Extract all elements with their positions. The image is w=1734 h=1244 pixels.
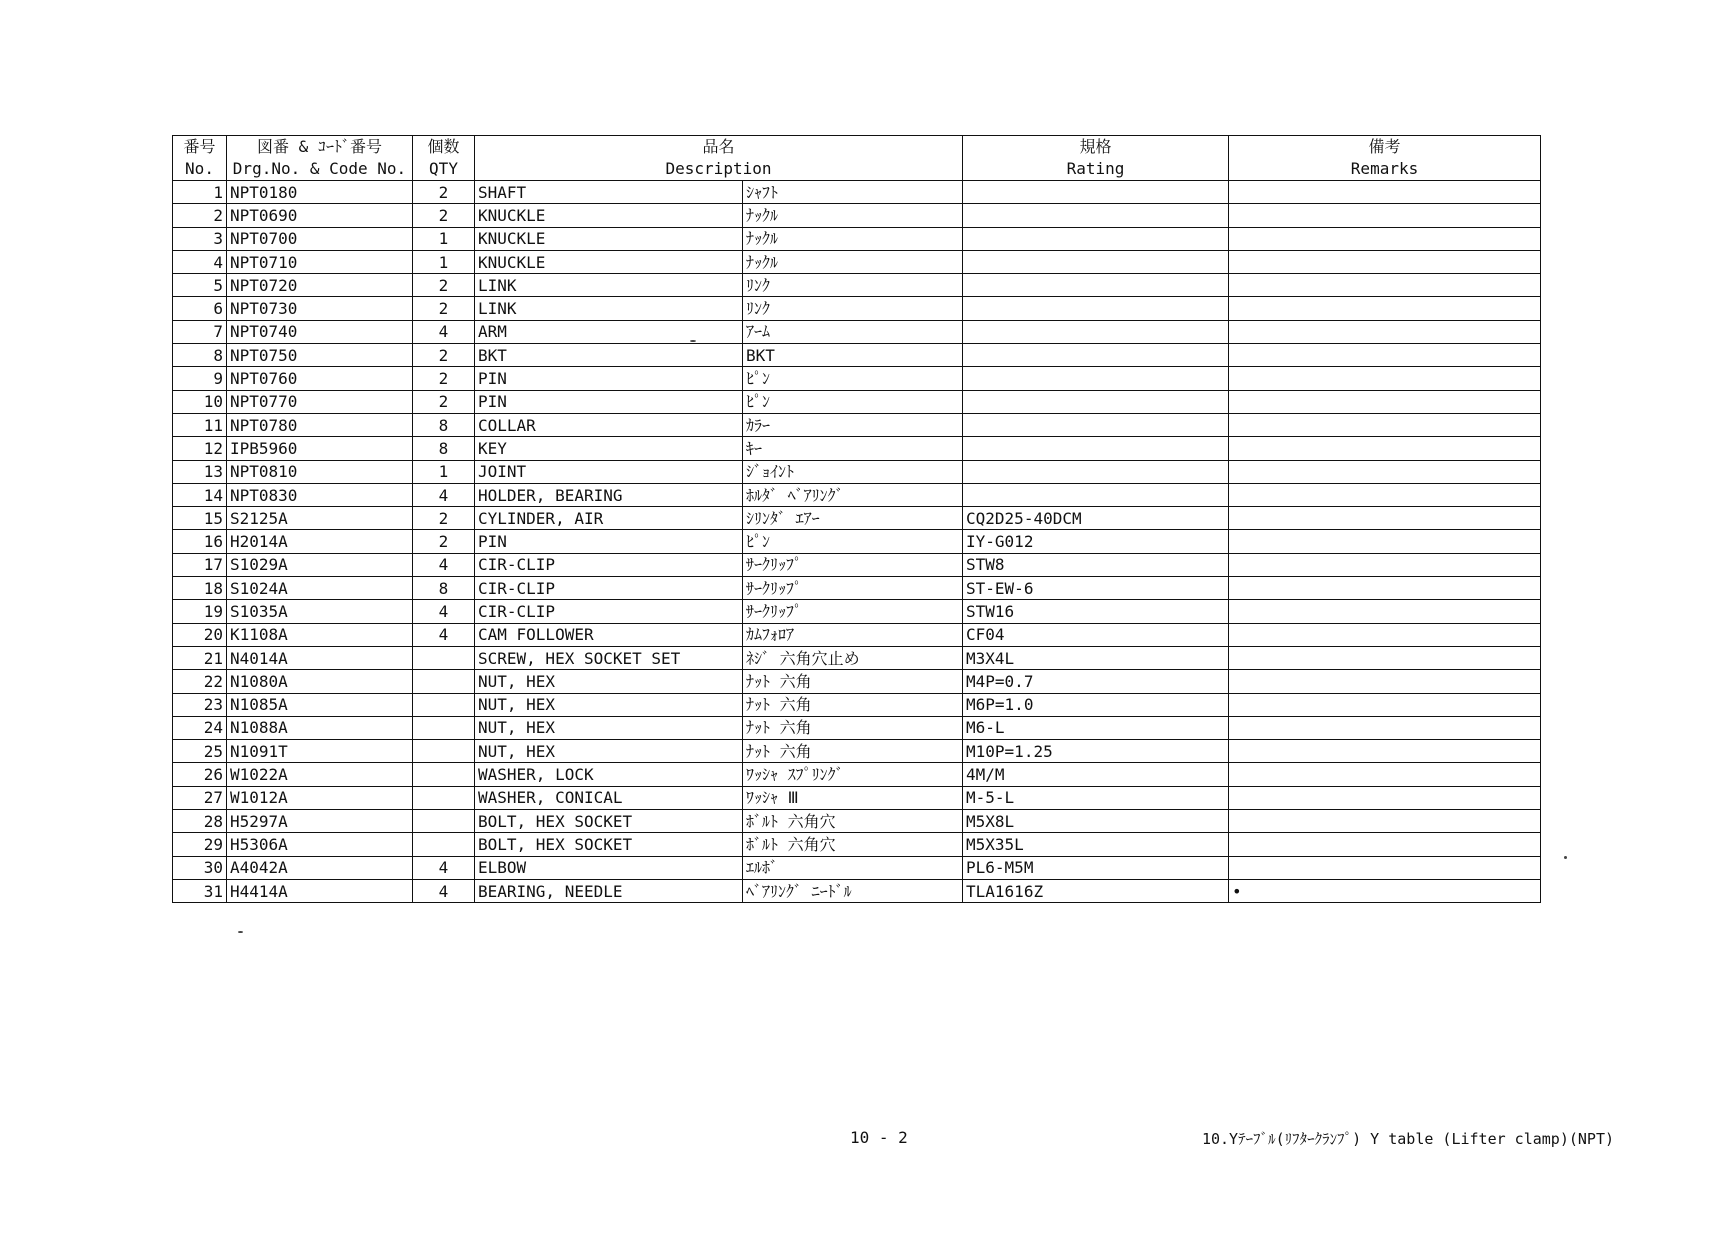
cell-remarks xyxy=(1229,390,1541,413)
cell-desc-en: CIR-CLIP xyxy=(475,577,743,600)
header-desc-jp: 品名 xyxy=(475,136,963,159)
cell-rating xyxy=(963,250,1229,273)
cell-desc-jp: ｼﾞｮｲﾝﾄ xyxy=(743,460,963,483)
cell-desc-jp: ｴﾙﾎﾞ xyxy=(743,856,963,879)
cell-desc-en: CIR-CLIP xyxy=(475,553,743,576)
cell-code: NPT0770 xyxy=(227,390,413,413)
cell-remarks xyxy=(1229,507,1541,530)
cell-qty xyxy=(413,646,475,669)
cell-rating xyxy=(963,413,1229,436)
cell-code: S1029A xyxy=(227,553,413,576)
cell-no: 11 xyxy=(173,413,227,436)
cell-desc-en: LINK xyxy=(475,274,743,297)
cell-code: H5306A xyxy=(227,833,413,856)
cell-desc-jp: ｶﾗｰ xyxy=(743,413,963,436)
cell-code: N1080A xyxy=(227,670,413,693)
table-row xyxy=(173,856,1541,879)
cell-rating xyxy=(963,297,1229,320)
cell-code: N1085A xyxy=(227,693,413,716)
cell-code: N4014A xyxy=(227,646,413,669)
cell-no: 25 xyxy=(173,740,227,763)
cell-no: 4 xyxy=(173,250,227,273)
cell-desc-en: ELBOW xyxy=(475,856,743,879)
cell-rating: M5X8L xyxy=(963,810,1229,833)
cell-rating xyxy=(963,344,1229,367)
cell-no: 19 xyxy=(173,600,227,623)
header-code-jp: 図番 & ｺｰﾄﾞ番号 xyxy=(227,136,413,159)
cell-rating xyxy=(963,227,1229,250)
cell-code: S1024A xyxy=(227,577,413,600)
cell-desc-en: ARM xyxy=(475,320,743,343)
cell-desc-en: KNUCKLE xyxy=(475,204,743,227)
cell-desc-jp: ﾘﾝｸ xyxy=(743,297,963,320)
cell-code: IPB5960 xyxy=(227,437,413,460)
cell-no: 8 xyxy=(173,344,227,367)
cell-rating: PL6-M5M xyxy=(963,856,1229,879)
cell-no: 7 xyxy=(173,320,227,343)
cell-qty xyxy=(413,810,475,833)
cell-remarks xyxy=(1229,297,1541,320)
cell-desc-en: HOLDER, BEARING xyxy=(475,483,743,506)
cell-desc-jp: ｶﾑﾌｫﾛｱ xyxy=(743,623,963,646)
table-row xyxy=(173,810,1541,833)
scan-speck xyxy=(1564,856,1567,859)
cell-desc-en: NUT, HEX xyxy=(475,693,743,716)
cell-desc-en: JOINT xyxy=(475,460,743,483)
cell-remarks: • xyxy=(1229,879,1541,902)
cell-no: 18 xyxy=(173,577,227,600)
cell-rating xyxy=(963,320,1229,343)
cell-qty xyxy=(413,833,475,856)
cell-qty: 8 xyxy=(413,437,475,460)
cell-qty: 2 xyxy=(413,390,475,413)
cell-desc-en: BOLT, HEX SOCKET xyxy=(475,810,743,833)
cell-qty: 2 xyxy=(413,204,475,227)
cell-code: N1091T xyxy=(227,740,413,763)
cell-remarks xyxy=(1229,367,1541,390)
cell-desc-en: PIN xyxy=(475,367,743,390)
cell-rating: STW8 xyxy=(963,553,1229,576)
cell-rating xyxy=(963,460,1229,483)
table-row xyxy=(173,786,1541,809)
cell-desc-jp: ﾘﾝｸ xyxy=(743,274,963,297)
cell-no: 30 xyxy=(173,856,227,879)
cell-no: 24 xyxy=(173,716,227,739)
cell-desc-jp: ﾅｯﾄ 六角 xyxy=(743,693,963,716)
cell-code: W1022A xyxy=(227,763,413,786)
table-row xyxy=(173,553,1541,576)
table-row xyxy=(173,460,1541,483)
cell-code: N1088A xyxy=(227,716,413,739)
cell-qty: 4 xyxy=(413,600,475,623)
cell-desc-en: BKT xyxy=(475,344,743,367)
cell-desc-en: NUT, HEX xyxy=(475,716,743,739)
cell-desc-en: PIN xyxy=(475,530,743,553)
cell-no: 14 xyxy=(173,483,227,506)
header-no-jp: 番号 xyxy=(173,136,227,159)
cell-code: H2014A xyxy=(227,530,413,553)
cell-remarks xyxy=(1229,693,1541,716)
cell-desc-jp: ｻｰｸﾘｯﾌﾟ xyxy=(743,577,963,600)
cell-remarks xyxy=(1229,856,1541,879)
cell-remarks xyxy=(1229,553,1541,576)
cell-no: 15 xyxy=(173,507,227,530)
cell-desc-en: KEY xyxy=(475,437,743,460)
cell-desc-jp: ﾜｯｼｬ ｽﾌﾟﾘﾝｸﾞ xyxy=(743,763,963,786)
cell-desc-jp: ﾅｯﾄ 六角 xyxy=(743,670,963,693)
cell-desc-jp: ﾅｯｸﾙ xyxy=(743,250,963,273)
cell-desc-en: PIN xyxy=(475,390,743,413)
cell-no: 2 xyxy=(173,204,227,227)
cell-no: 20 xyxy=(173,623,227,646)
cell-desc-jp: ｻｰｸﾘｯﾌﾟ xyxy=(743,553,963,576)
parts-list-table xyxy=(172,135,1541,903)
table-row xyxy=(173,623,1541,646)
table-row xyxy=(173,181,1541,204)
cell-no: 17 xyxy=(173,553,227,576)
cell-rating: M-5-L xyxy=(963,786,1229,809)
table-row xyxy=(173,227,1541,250)
cell-desc-jp: ﾍﾞｱﾘﾝｸﾞ ﾆｰﾄﾞﾙ xyxy=(743,879,963,902)
cell-code: NPT0700 xyxy=(227,227,413,250)
table-body xyxy=(173,181,1541,903)
header-qty-en: QTY xyxy=(413,158,475,181)
cell-remarks xyxy=(1229,227,1541,250)
cell-desc-en: SCREW, HEX SOCKET SET xyxy=(475,646,743,669)
cell-no: 16 xyxy=(173,530,227,553)
cell-code: NPT0720 xyxy=(227,274,413,297)
table-row xyxy=(173,530,1541,553)
cell-qty: 2 xyxy=(413,274,475,297)
cell-remarks xyxy=(1229,646,1541,669)
cell-desc-en: CIR-CLIP xyxy=(475,600,743,623)
cell-code: NPT0730 xyxy=(227,297,413,320)
table-row xyxy=(173,763,1541,786)
cell-rating xyxy=(963,437,1229,460)
cell-remarks xyxy=(1229,250,1541,273)
cell-qty xyxy=(413,716,475,739)
cell-code: H5297A xyxy=(227,810,413,833)
table-row xyxy=(173,483,1541,506)
cell-rating: M6-L xyxy=(963,716,1229,739)
cell-remarks xyxy=(1229,600,1541,623)
cell-code: K1108A xyxy=(227,623,413,646)
cell-desc-jp: ｼﾘﾝﾀﾞ ｴｱｰ xyxy=(743,507,963,530)
cell-rating: STW16 xyxy=(963,600,1229,623)
cell-code: NPT0710 xyxy=(227,250,413,273)
cell-desc-jp: ﾋﾟﾝ xyxy=(743,390,963,413)
cell-desc-jp: ﾎﾙﾀﾞ ﾍﾞｱﾘﾝｸﾞ xyxy=(743,483,963,506)
cell-remarks xyxy=(1229,810,1541,833)
cell-desc-en: COLLAR xyxy=(475,413,743,436)
cell-no: 22 xyxy=(173,670,227,693)
cell-rating: CF04 xyxy=(963,623,1229,646)
cell-no: 5 xyxy=(173,274,227,297)
table-row xyxy=(173,274,1541,297)
cell-rating: 4M/M xyxy=(963,763,1229,786)
cell-desc-en: KNUCKLE xyxy=(475,250,743,273)
table-row xyxy=(173,693,1541,716)
cell-rating xyxy=(963,181,1229,204)
cell-code: S1035A xyxy=(227,600,413,623)
cell-no: 6 xyxy=(173,297,227,320)
cell-desc-jp: ﾋﾟﾝ xyxy=(743,367,963,390)
cell-rating: M6P=1.0 xyxy=(963,693,1229,716)
cell-remarks xyxy=(1229,437,1541,460)
table-row xyxy=(173,204,1541,227)
cell-desc-en: BOLT, HEX SOCKET xyxy=(475,833,743,856)
cell-no: 12 xyxy=(173,437,227,460)
cell-qty xyxy=(413,670,475,693)
cell-no: 27 xyxy=(173,786,227,809)
header-desc-en: Description xyxy=(475,158,963,181)
table-row xyxy=(173,413,1541,436)
cell-qty: 4 xyxy=(413,553,475,576)
table-row xyxy=(173,367,1541,390)
table-row xyxy=(173,577,1541,600)
cell-qty: 2 xyxy=(413,507,475,530)
cell-remarks xyxy=(1229,274,1541,297)
cell-remarks xyxy=(1229,740,1541,763)
cell-remarks xyxy=(1229,320,1541,343)
table-row xyxy=(173,250,1541,273)
cell-rating: M10P=1.25 xyxy=(963,740,1229,763)
cell-desc-en: NUT, HEX xyxy=(475,670,743,693)
cell-no: 9 xyxy=(173,367,227,390)
cell-code: NPT0830 xyxy=(227,483,413,506)
cell-code: NPT0690 xyxy=(227,204,413,227)
header-remarks-en: Remarks xyxy=(1229,158,1541,181)
cell-qty xyxy=(413,740,475,763)
cell-code: NPT0760 xyxy=(227,367,413,390)
cell-no: 26 xyxy=(173,763,227,786)
cell-rating xyxy=(963,390,1229,413)
table-header xyxy=(173,136,1541,181)
cell-qty: 2 xyxy=(413,344,475,367)
table-row xyxy=(173,297,1541,320)
cell-desc-jp: ﾅｯｸﾙ xyxy=(743,204,963,227)
cell-remarks xyxy=(1229,483,1541,506)
header-rating-en: Rating xyxy=(963,158,1229,181)
cell-qty xyxy=(413,786,475,809)
table-row xyxy=(173,646,1541,669)
cell-qty xyxy=(413,763,475,786)
cell-desc-jp: ﾅｯﾄ 六角 xyxy=(743,740,963,763)
page-number: 10 - 2 xyxy=(850,1128,908,1147)
cell-rating: ST-EW-6 xyxy=(963,577,1229,600)
cell-remarks xyxy=(1229,344,1541,367)
table-row xyxy=(173,600,1541,623)
cell-no: 21 xyxy=(173,646,227,669)
cell-desc-jp: ﾈｼﾞ 六角穴止め xyxy=(743,646,963,669)
header-code-en: Drg.No. & Code No. xyxy=(227,158,413,181)
cell-rating: CQ2D25-40DCM xyxy=(963,507,1229,530)
cell-code: NPT0180 xyxy=(227,181,413,204)
scan-speck xyxy=(238,931,243,933)
cell-no: 3 xyxy=(173,227,227,250)
header-remarks-jp: 備考 xyxy=(1229,136,1541,159)
cell-desc-en: NUT, HEX xyxy=(475,740,743,763)
cell-desc-jp: ｼｬﾌﾄ xyxy=(743,181,963,204)
cell-code: NPT0750 xyxy=(227,344,413,367)
cell-remarks xyxy=(1229,413,1541,436)
cell-qty: 4 xyxy=(413,856,475,879)
cell-desc-jp: ｱｰﾑ xyxy=(743,320,963,343)
cell-rating: IY-G012 xyxy=(963,530,1229,553)
cell-remarks xyxy=(1229,833,1541,856)
header-no-en: No. xyxy=(173,158,227,181)
table-row xyxy=(173,507,1541,530)
cell-code: NPT0740 xyxy=(227,320,413,343)
table-row xyxy=(173,879,1541,902)
cell-qty: 4 xyxy=(413,879,475,902)
cell-qty: 4 xyxy=(413,483,475,506)
cell-remarks xyxy=(1229,716,1541,739)
cell-qty: 8 xyxy=(413,577,475,600)
cell-desc-jp: ｻｰｸﾘｯﾌﾟ xyxy=(743,600,963,623)
cell-code: W1012A xyxy=(227,786,413,809)
cell-rating: M4P=0.7 xyxy=(963,670,1229,693)
table-row xyxy=(173,740,1541,763)
table-row xyxy=(173,716,1541,739)
table-row xyxy=(173,670,1541,693)
cell-desc-en: CYLINDER, AIR xyxy=(475,507,743,530)
cell-rating: TLA1616Z xyxy=(963,879,1229,902)
cell-desc-en: SHAFT xyxy=(475,181,743,204)
cell-qty: 2 xyxy=(413,297,475,320)
cell-qty: 1 xyxy=(413,250,475,273)
cell-desc-jp: ﾎﾞﾙﾄ 六角穴 xyxy=(743,810,963,833)
cell-qty: 1 xyxy=(413,460,475,483)
cell-qty: 1 xyxy=(413,227,475,250)
cell-code: NPT0810 xyxy=(227,460,413,483)
cell-desc-en: LINK xyxy=(475,297,743,320)
cell-rating xyxy=(963,483,1229,506)
cell-desc-jp: ｷｰ xyxy=(743,437,963,460)
cell-qty: 2 xyxy=(413,367,475,390)
table-row xyxy=(173,344,1541,367)
cell-remarks xyxy=(1229,460,1541,483)
cell-code: H4414A xyxy=(227,879,413,902)
cell-code: S2125A xyxy=(227,507,413,530)
cell-remarks xyxy=(1229,670,1541,693)
cell-remarks xyxy=(1229,204,1541,227)
cell-no: 10 xyxy=(173,390,227,413)
table-row xyxy=(173,437,1541,460)
cell-qty: 8 xyxy=(413,413,475,436)
cell-no: 31 xyxy=(173,879,227,902)
cell-no: 1 xyxy=(173,181,227,204)
cell-rating: M3X4L xyxy=(963,646,1229,669)
cell-rating xyxy=(963,204,1229,227)
cell-remarks xyxy=(1229,763,1541,786)
cell-desc-jp: ﾅｯﾄ 六角 xyxy=(743,716,963,739)
section-title: 10.Yﾃｰﾌﾞﾙ(ﾘﾌﾀｰｸﾗﾝﾌﾟ) Y table (Lifter clamp)(NPT) xyxy=(1201,1130,1614,1148)
cell-code: A4042A xyxy=(227,856,413,879)
cell-desc-en: WASHER, LOCK xyxy=(475,763,743,786)
scan-speck xyxy=(690,340,696,342)
cell-code: NPT0780 xyxy=(227,413,413,436)
cell-qty: 2 xyxy=(413,530,475,553)
cell-desc-jp: BKT xyxy=(743,344,963,367)
cell-desc-jp: ﾎﾞﾙﾄ 六角穴 xyxy=(743,833,963,856)
cell-desc-en: WASHER, CONICAL xyxy=(475,786,743,809)
table-row xyxy=(173,833,1541,856)
cell-rating xyxy=(963,274,1229,297)
cell-rating xyxy=(963,367,1229,390)
cell-no: 23 xyxy=(173,693,227,716)
cell-qty xyxy=(413,693,475,716)
cell-desc-jp: ﾜｯｼｬ Ⅲ xyxy=(743,786,963,809)
cell-desc-en: KNUCKLE xyxy=(475,227,743,250)
cell-remarks xyxy=(1229,786,1541,809)
table-row xyxy=(173,390,1541,413)
cell-qty: 4 xyxy=(413,320,475,343)
cell-remarks xyxy=(1229,530,1541,553)
cell-no: 29 xyxy=(173,833,227,856)
cell-remarks xyxy=(1229,181,1541,204)
cell-desc-en: BEARING, NEEDLE xyxy=(475,879,743,902)
header-qty-jp: 個数 xyxy=(413,136,475,159)
cell-remarks xyxy=(1229,623,1541,646)
cell-no: 13 xyxy=(173,460,227,483)
cell-desc-jp: ﾋﾟﾝ xyxy=(743,530,963,553)
header-rating-jp: 規格 xyxy=(963,136,1229,159)
cell-desc-en: CAM FOLLOWER xyxy=(475,623,743,646)
cell-qty: 2 xyxy=(413,181,475,204)
table-row xyxy=(173,320,1541,343)
cell-qty: 4 xyxy=(413,623,475,646)
cell-rating: M5X35L xyxy=(963,833,1229,856)
cell-desc-jp: ﾅｯｸﾙ xyxy=(743,227,963,250)
cell-no: 28 xyxy=(173,810,227,833)
cell-remarks xyxy=(1229,577,1541,600)
